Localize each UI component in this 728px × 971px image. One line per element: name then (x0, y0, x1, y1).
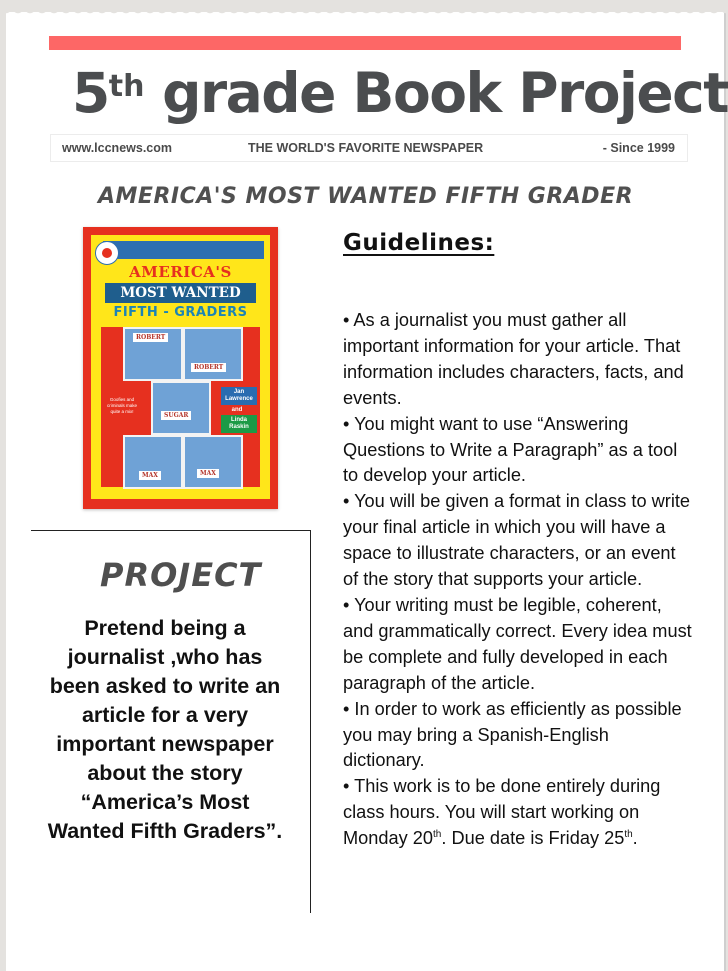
newspaper-tagline-bar (50, 134, 688, 162)
cover-photo (151, 381, 211, 435)
schedule-text-1: • This work is to be done entirely during class hours. You will start working on Monday 20 (343, 776, 661, 849)
title-text: grade Book Project (144, 61, 728, 125)
tagline-since: - Since 1999 (602, 141, 675, 155)
project-heading: PROJECT (100, 556, 262, 594)
photo-label: SUGAR (161, 411, 191, 420)
guideline-item-schedule (343, 774, 695, 852)
guideline-item: • You will be given a format in class to write your final article in which you will have a space to illustrate characters, or an event of the story that supports your article. (343, 491, 691, 590)
guideline-item: • You might want to use “Answering Questions to Write a Paragraph” as a tool to develop your article. (343, 413, 678, 486)
cover-title-line1: AMERICA'S (129, 263, 232, 281)
cover-photo (183, 327, 243, 381)
title-number: 5 (72, 61, 109, 125)
photo-label: MAX (139, 471, 161, 480)
cover-yellow-panel (91, 235, 270, 499)
guidelines-heading: Guidelines: (343, 230, 495, 256)
book-cover-image (83, 227, 278, 509)
title-ordinal: th (108, 69, 145, 104)
guideline-item: • In order to work as efficiently as possible you may bring a Spanish-English dictionary. (343, 698, 682, 771)
cover-author-and: and (231, 407, 243, 413)
article-headline: AMERICA'S MOST WANTED FIFTH GRADER (98, 184, 634, 209)
page-title (72, 58, 728, 128)
cover-photo (123, 435, 183, 489)
tagline-url: www.lccnews.com (62, 141, 172, 155)
cover-author-2: Linda Raskin (221, 415, 257, 433)
guideline-item: • As a journalist you must gather all important information for your article. That information includes characters, facts, and events. (343, 310, 684, 408)
tagline-slogan: THE WORLD'S FAVORITE NEWSPAPER (248, 141, 484, 155)
guidelines-list (343, 308, 695, 852)
schedule-text-3: . (632, 828, 638, 849)
cover-blurb: Goofies and criminals make quite a mix! (106, 397, 137, 414)
cover-title-line3: FIFTH - GRADERS (113, 305, 248, 320)
guideline-item: • Your writing must be legible, coherent, and grammatically correct. Every idea must be complete and fully developed in each paragraph of the article. (343, 594, 692, 693)
accent-bar (49, 36, 681, 50)
cover-photo (183, 435, 243, 489)
cover-photo-grid (101, 327, 260, 487)
cover-author-1: Jan Lawrence (221, 387, 257, 405)
schedule-ordinal-1: th (433, 829, 442, 841)
cover-photo (123, 327, 183, 381)
torn-page-edge (0, 8, 728, 16)
cover-title-line2: MOST WANTED (105, 283, 256, 303)
photo-label: MAX (197, 469, 219, 478)
cover-blue-band (103, 241, 264, 259)
schedule-ordinal-2: th (624, 829, 633, 841)
photo-label: ROBERT (133, 333, 168, 342)
project-description: Pretend being a journalist ,who has been asked to write an article for a very important newspaper about the story “America’s Most Wanted Fifth Graders”. (47, 616, 283, 843)
apple-logo-icon (95, 241, 119, 265)
schedule-text-2: . Due date is Friday 25 (441, 828, 625, 849)
photo-label: ROBERT (191, 363, 226, 372)
